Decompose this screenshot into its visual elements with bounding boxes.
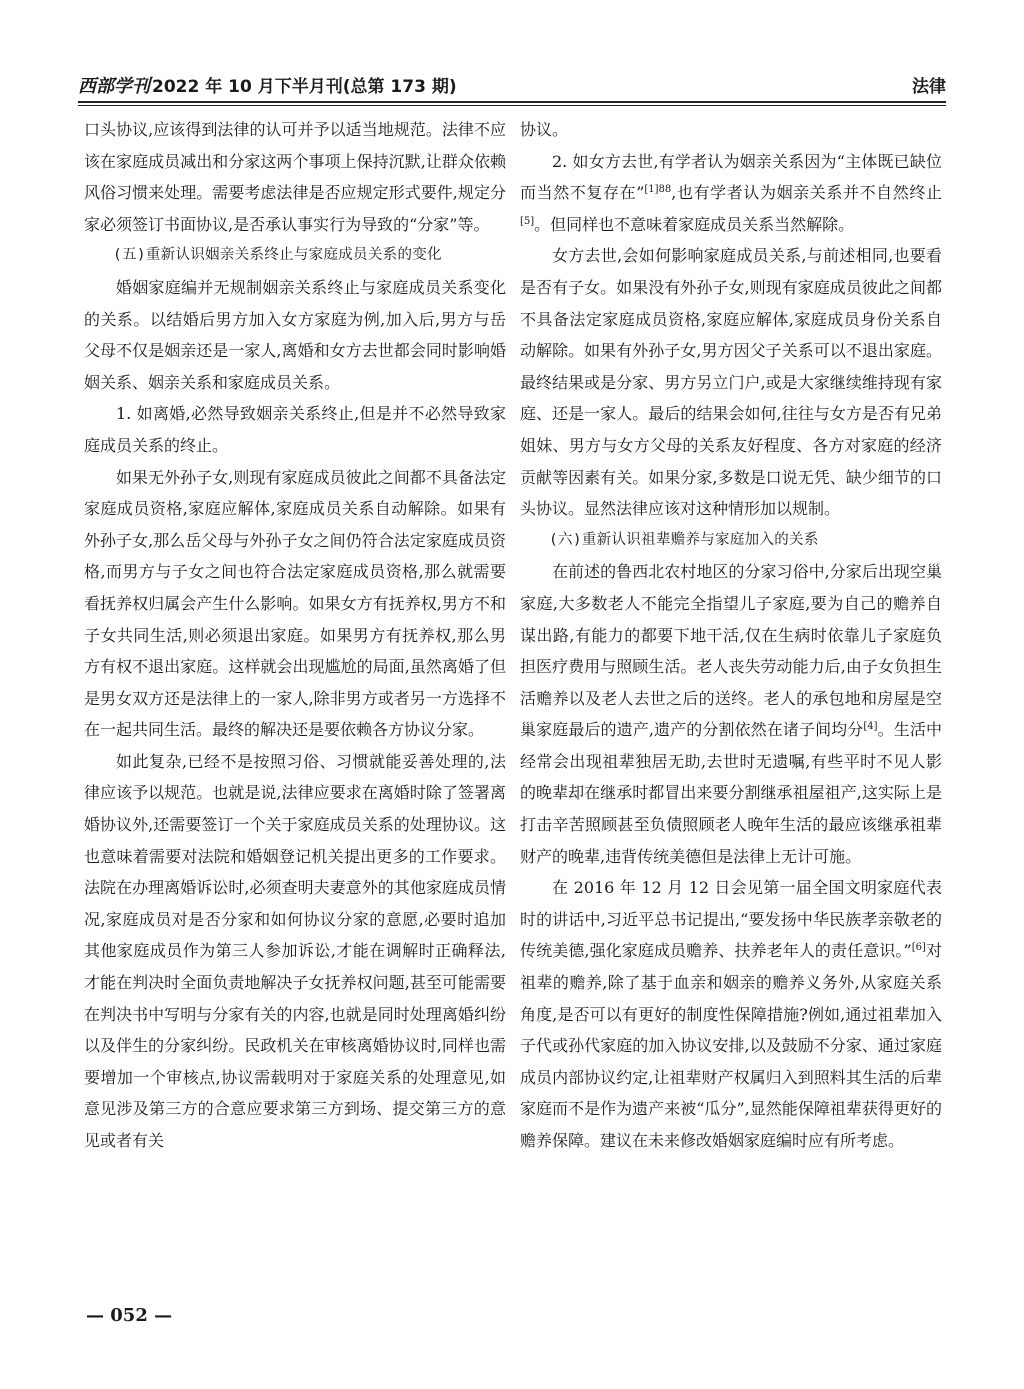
section-heading: (五)重新认识姻亲关系终止与家庭成员关系的变化 (113, 247, 442, 264)
section-name: 法律 (912, 77, 946, 97)
paragraph-text: 2. 如女方去世,有学者认为姻亲关系因为“主体既已缺位而当然不复存在” (520, 151, 942, 203)
paragraph-text: 女方去世,会如何影响家庭成员关系,与前述相同,也要看是否有子女。如果没有外孙子女,则现有家庭成员彼此之间都不具备法定家庭成员资格,家庭应解体,家庭成员身份关系自动解除。如果有外孙子女,男方因父子关系可以不退出家庭。最终结果或是分家、男方另立门户,或是大家继续维持现有家庭、还是一家人。最后的结果会如何,往往与女方是否有兄弟姐妹、男方与女方父母的关系友好程度、各方对家庭的经济贡献等因素有关。如果分家,多数是口说无凭、缺少细节的口头协议。显然法律应该对这种情形加以规制。 (520, 246, 942, 519)
citation-marker: [1]88 (644, 184, 672, 196)
journal-masthead (78, 72, 457, 98)
right-column (520, 114, 942, 1157)
paragraph-text: 。生活中经常会出现祖辈独居无助,去世时无遗嘱,有些平时不见人影的晚辈却在继承时都冒出来要分割继承祖屋祖产,这实际上是打击辛苦照顾甚至负债照顾老人晚年生活的最应该继承祖辈财产的晚辈,违背传统美德但是法律上无计可施。 (520, 720, 942, 866)
section-heading (520, 525, 942, 557)
paragraph (520, 240, 942, 524)
paragraph (520, 146, 942, 241)
paragraph (520, 556, 942, 872)
citation-marker: [6] (911, 942, 926, 954)
paragraph (520, 872, 942, 1156)
paragraph: 口头协议,应该得到法律的认可并予以适当地规范。法律不应该在家庭成员减出和分家这两个事项上保持沉默,让群众依赖风俗习惯来处理。需要考虑法律是否应规定形式要件,规定分家必须签订书面协议,是否承认事实行为导致的“分家”等。 (84, 120, 506, 234)
paragraph: 如此复杂,已经不是按照习俗、习惯就能妥善处理的,法律应该予以规范。也就是说,法律应要求在离婚时除了签署离婚协议外,还需要签订一个关于家庭成员关系的处理协议。这也意味着需要对法院和婚姻登记机关提出更多的工作要求。法院在办理离婚诉讼时,必须查明夫妻意外的其他家庭成员情况,家庭成员对是否分家和如何协议分家的意愿,必要时追加其他家庭成员作为第三人参加诉讼,才能在调解时正确释法,才能在判决时全面负责地解决子女抚养权问题,甚至可能需要在判决书中写明与分家有关的内容,也就是同时处理离婚纠纷以及伴生的分家纠纷。民政机关在审核离婚协议时,同样也需要增加一个审核点,协议需载明对于家庭关系的处理意见,如意见涉及第三方的合意应要求第三方到场、提交第三方的意见或者有关 (84, 751, 506, 1150)
page-number: — 052 — (86, 1305, 173, 1326)
running-header (78, 70, 946, 102)
paragraph: 婚姻家庭编并无规制姻亲关系终止与家庭成员关系变化的关系。以结婚后男方加入女方家庭为例,加入后,男方与岳父母不仅是姻亲还是一家人,离婚和女方去世都会同时影响婚姻关系、姻亲关系和家庭成员关系。 (84, 277, 506, 392)
paragraph-text: (六)重新认识祖辈赡养与家庭加入的关系 (549, 531, 819, 548)
paragraph-text: 对祖辈的赡养,除了基于血亲和姻亲的赡养义务外,从家庭关系角度,是否可以有更好的制度性保障措施?例如,通过祖辈加入子代或孙代家庭的加入协议安排,以及鼓励不分家、通过家庭成员内部协议约定,让祖辈财产权属归入到照料其生活的后辈家庭而不是作为遗产来被“瓜分”,显然能保障祖辈获得更好的赡养保障。建议在未来修改婚姻家庭编时应有所考虑。 (520, 941, 942, 1150)
paragraph-text: 协议。 (520, 120, 569, 139)
paragraph: 如果无外孙子女,则现有家庭成员彼此之间都不具备法定家庭成员资格,家庭应解体,家庭成员关系自动解除。如果有外孙子女,那么岳父母与外孙子女之间仍符合法定家庭成员资格,而男方与子女之间也符合法定家庭成员资格,那么就需要看抚养权归属会产生什么影响。如果女方有抚养权,男方不和子女共同生活,则必须退出家庭。如果男方有抚养权,那么男方有权不退出家庭。这样就会出现尴尬的局面,虽然离婚了但是男女双方还是法律上的一家人,除非男方或者另一方选择不在一起共同生活。最终的解决还是要依赖各方协议分家。 (84, 467, 506, 740)
header-rule (78, 101, 946, 103)
header-rule-thin (78, 105, 946, 106)
issue-info: 2022 年 10 月下半月刊(总第 173 期) (152, 77, 457, 97)
paragraph-text: 。但同样也不意味着家庭成员关系当然解除。 (534, 214, 855, 234)
paragraph-text: 在 2016 年 12 月 12 日会见第一届全国文明家庭代表时的讲话中,习近平总书记提出,“要发扬中华民族孝亲敬老的传统美德,强化家庭成员赡养、扶养老年人的责任意识。” (520, 878, 942, 961)
paragraph-text: 在前述的鲁西北农村地区的分家习俗中,分家后出现空巢家庭,大多数老人不能完全指望儿子家庭,要为自己的赡养自谋出路,有能力的都要下地干活,仅在生病时依靠儿子家庭负担医疗费用与照顾生活。老人丧失劳动能力后,由子女负担生活赡养以及老人去世之后的送终。老人的承包地和房屋是空巢家庭最后的遗产,遗产的分割依然在诸子间均分 (520, 562, 942, 740)
paragraph (520, 114, 942, 146)
citation-marker: [5] (520, 215, 535, 227)
paragraph-text: ,也有学者认为姻亲关系并不自然终止 (671, 183, 942, 203)
journal-logo: 西部学刊 (78, 76, 150, 97)
left-column (84, 114, 506, 1157)
citation-marker: [4] (863, 721, 878, 733)
paragraph: 1. 如离婚,必然导致姻亲关系终止,但是并不必然导致家庭成员关系的终止。 (84, 404, 506, 455)
